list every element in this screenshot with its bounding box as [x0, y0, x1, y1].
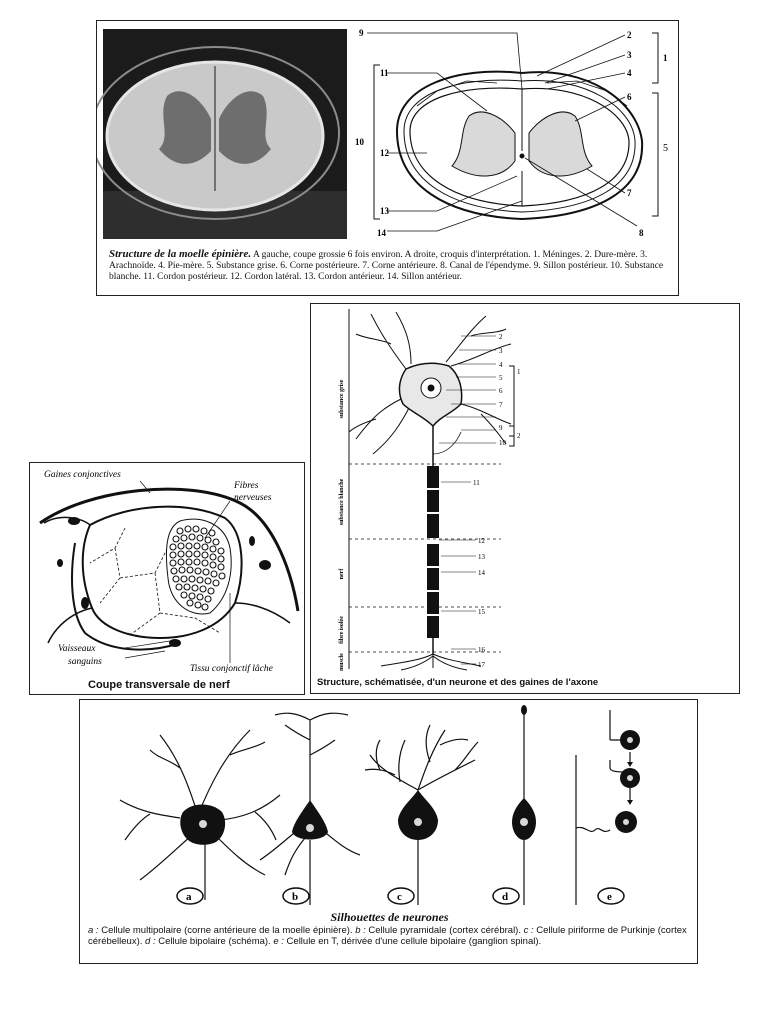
neuron-label-13: 13 [478, 553, 485, 561]
neuron-silhouettes-panel [79, 699, 698, 964]
spinal-label-14: 14 [377, 228, 386, 238]
letter-d [493, 888, 519, 904]
neuron-label-5: 5 [499, 374, 503, 382]
neuron-label-3: 3 [499, 347, 503, 355]
spinal-caption-text: A gauche, coupe grossie 6 fois environ. A droite, croquis d'interprétation. 1. Méninges. 2. Dure-mère. 3. Arachnoïde. 4. Pie-mère. 5. Substance grise. 6. Corne postérieure. 7. Corne antérieure. 8. Canal de l'épendyme. 9. Sillon postérieur. 10. Substance blanche. 11. Cordon postérieur. 12. Cordon latéral. 13. Cordon antérieur. 14. Sillon antérieur. [109, 250, 664, 282]
neuron-side-label-muscle: muscle [339, 653, 345, 671]
neuron-side-label-substance-blanche: substance blanche [339, 478, 345, 526]
silhouette-d [512, 705, 536, 905]
neuron-label-6: 6 [499, 387, 503, 395]
nerve-caption: Coupe transversale de nerf [88, 679, 230, 691]
neuron-side-label-fibre-isolee: fibre isolée [339, 616, 345, 644]
nerve-section-figure [30, 463, 305, 675]
silhouette-letters [177, 888, 624, 904]
spinal-caption [109, 249, 669, 283]
spinal-label-4: 4 [627, 68, 632, 78]
silhouette-b [260, 713, 360, 905]
neuron-figure [311, 304, 740, 674]
spinal-label-5: 5 [663, 143, 668, 154]
silhouettes-figure [80, 700, 698, 906]
silhouettes-title: Silhouettes de neurones [330, 910, 449, 924]
nerve-label-vaisseaux-2: sanguins [68, 657, 102, 667]
spinal-label-9: 9 [359, 28, 364, 38]
letter-e [598, 888, 624, 904]
nerve-label-fibres-2: nerveuses [234, 493, 272, 503]
silhouette-e [576, 710, 640, 905]
letter-a [177, 888, 203, 904]
spinal-label-1: 1 [663, 53, 668, 63]
nerve-section-panel [29, 462, 305, 695]
letter-c [388, 888, 414, 904]
neuron-label-17: 17 [478, 661, 485, 669]
neuron-label-15: 15 [478, 608, 485, 616]
neuron-label-1: 1 [517, 368, 521, 376]
letter-b [283, 888, 309, 904]
spinal-label-13: 13 [380, 206, 389, 216]
nerve-label-fibres-1: Fibres [234, 481, 259, 491]
spinal-label-10: 10 [355, 137, 364, 147]
neuron-terminal [381, 654, 481, 670]
neuron-label-2b: 2 [517, 432, 521, 440]
silhouette-a [120, 730, 280, 900]
nerve-label-tissu: Tissu conjonctif lâche [190, 664, 273, 674]
svg-text:c: c [397, 891, 402, 903]
spinal-label-7: 7 [627, 188, 632, 198]
neuron-panel [310, 303, 740, 694]
neuron-caption: Structure, schématisée, d'un neurone et des gaines de l'axone [317, 677, 599, 688]
spinal-cord-figure [97, 21, 679, 249]
nerve-label-vaisseaux-1: Vaisseaux [58, 644, 96, 654]
neuron-label-7: 7 [499, 401, 503, 409]
svg-text:e: e [607, 891, 612, 903]
svg-text:b: b [292, 891, 299, 903]
spinal-caption-title: Structure de la moelle épinière. [109, 248, 252, 260]
svg-text:d: d [502, 891, 509, 903]
neuron-label-4: 4 [499, 361, 503, 369]
spinal-label-3: 3 [627, 50, 632, 60]
nerve-label-gaines: Gaines conjonctives [44, 470, 121, 480]
neuron-side-label-substance-grise: substance grise [339, 379, 345, 419]
spinal-cord-panel [96, 20, 679, 296]
neuron-label-2: 2 [499, 333, 503, 341]
spinal-label-2: 2 [627, 30, 632, 40]
silhouette-c [365, 725, 478, 905]
neuron-label-12: 12 [478, 537, 485, 545]
svg-text:a: a [186, 891, 192, 903]
silhouettes-caption: a : Cellule multipolaire (corne antérieure de la moelle épinière). b : Cellule pyramidale (cortex cérébral). c : Cellule piriforme de Purkinje (cortex cérébelleux). d : Cellule bipolaire (schéma). e : Cellule en T, dérivée d'une cellule bipolaire (ganglion spinal). [88, 925, 687, 947]
neuron-label-16: 16 [478, 646, 485, 654]
spinal-label-8: 8 [639, 228, 644, 238]
neuron-myelin [427, 466, 439, 638]
spinal-label-11: 11 [380, 68, 389, 78]
neuron-side-labels [339, 379, 345, 671]
neuron-label-9: 9 [499, 424, 503, 432]
neuron-label-14: 14 [478, 569, 485, 577]
spinal-label-12: 12 [380, 148, 389, 158]
neuron-label-10: 10 [499, 439, 506, 447]
neuron-label-11: 11 [473, 479, 480, 487]
spinal-label-6: 6 [627, 92, 632, 102]
neuron-side-label-nerf: nerf [339, 568, 345, 580]
spinal-schema [367, 33, 658, 231]
